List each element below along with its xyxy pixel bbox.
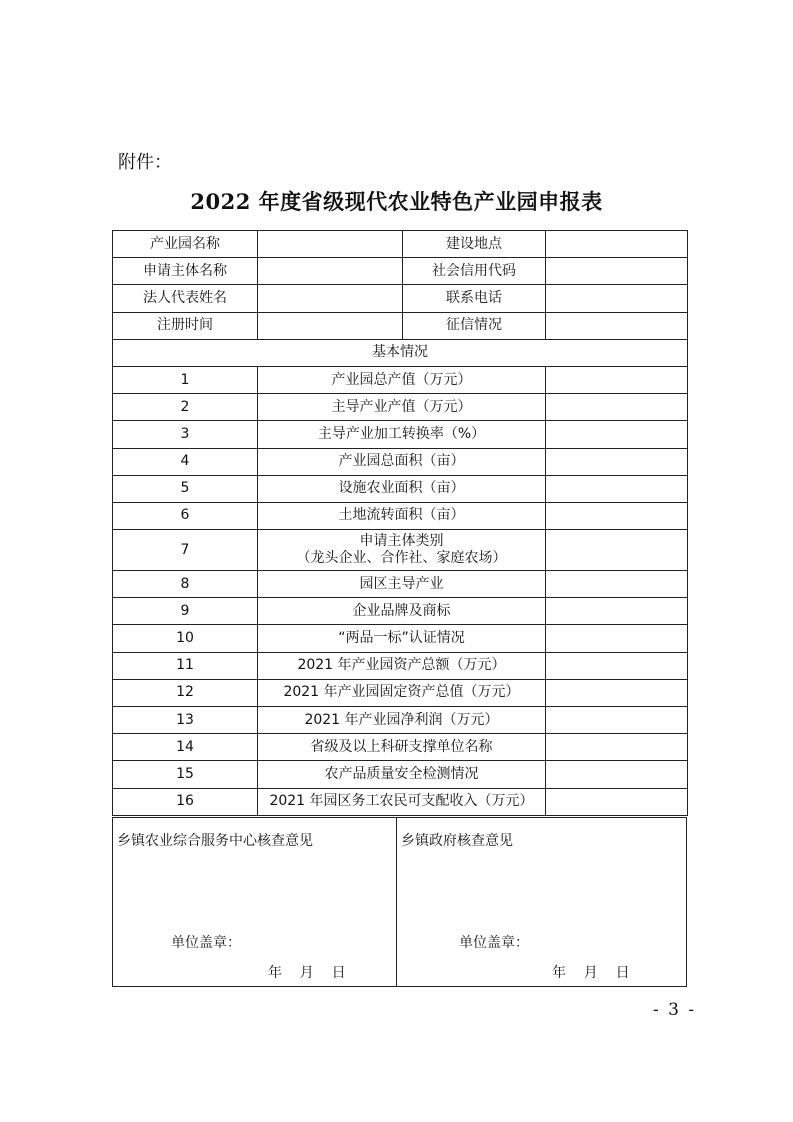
item-number: 7 [113,530,258,571]
item-number: 15 [113,761,258,788]
header-row [113,231,688,258]
item-value[interactable] [546,502,688,529]
item-value[interactable] [546,475,688,502]
item-label-cell [258,366,546,393]
item-label-cell [258,475,546,502]
item-number: 10 [113,625,258,652]
item-label-cell [258,598,546,625]
header-label-right: 联系电话 [403,285,546,312]
header-label-right: 征信情况 [403,312,546,339]
item-label-note: （龙头企业、合作社、家庭农场） [296,550,507,567]
header-value-left[interactable] [258,285,403,312]
item-value[interactable] [546,394,688,421]
item-number: 6 [113,502,258,529]
item-row [113,366,688,393]
header-value-left[interactable] [258,231,403,258]
item-value[interactable] [546,707,688,734]
item-number: 12 [113,679,258,706]
item-label: 设施农业面积（亩） [338,480,465,497]
header-label-left: 申请主体名称 [113,258,258,285]
header-row [113,312,688,339]
header-value-right[interactable] [546,231,688,258]
item-label-cell [258,734,546,761]
item-value[interactable] [546,448,688,475]
item-row [113,571,688,598]
item-value[interactable] [546,652,688,679]
header-value-right[interactable] [546,312,688,339]
item-row [113,761,688,788]
page-number: - 3 - [653,1000,697,1020]
item-label: 农产品质量安全检测情况 [324,765,479,782]
item-label: 产业园总面积（亩） [338,453,465,470]
item-number: 13 [113,707,258,734]
item-value[interactable] [546,625,688,652]
item-row [113,625,688,652]
header-value-right[interactable] [546,258,688,285]
item-label: 省级及以上科研支撑单位名称 [310,738,493,755]
item-number: 3 [113,421,258,448]
item-value[interactable] [546,366,688,393]
item-label: 主导产业产值（万元） [331,398,472,415]
item-label-cell [258,571,546,598]
item-value[interactable] [546,761,688,788]
header-label-right: 社会信用代码 [403,258,546,285]
header-value-right[interactable] [546,285,688,312]
service-center-date-label: 年 月 日 [268,965,346,981]
item-label: 产业园总产值（万元） [331,371,472,388]
item-label: 2021 年产业园净利润（万元） [304,711,499,728]
item-number: 2 [113,394,258,421]
header-value-left[interactable] [258,312,403,339]
item-value[interactable] [546,598,688,625]
item-row [113,394,688,421]
item-row [113,652,688,679]
item-row [113,679,688,706]
item-row [113,707,688,734]
item-number: 4 [113,448,258,475]
item-number: 16 [113,788,258,815]
item-label: 申请主体类别 [359,533,444,550]
item-label-cell [258,394,546,421]
item-number: 9 [113,598,258,625]
header-label-left: 注册时间 [113,312,258,339]
item-value[interactable] [546,679,688,706]
item-label-cell [258,788,546,815]
item-label-cell [258,625,546,652]
item-label: “两品一标”认证情况 [338,630,465,647]
header-row [113,258,688,285]
township-government-date-label: 年 月 日 [552,965,630,981]
item-label-cell [258,502,546,529]
form-title: 2022 年度省级现代农业特色产业园申报表 [190,189,603,214]
item-row [113,788,688,815]
application-form-table [112,230,688,816]
item-label-cell [258,707,546,734]
header-row [113,285,688,312]
item-row [113,421,688,448]
attachment-label: 附件： [118,152,172,173]
item-row [113,448,688,475]
form-body [113,231,688,816]
item-row [113,502,688,529]
item-row [113,598,688,625]
header-value-left[interactable] [258,258,403,285]
service-center-opinion-box [112,817,397,987]
header-label-left: 法人代表姓名 [113,285,258,312]
item-label: 2021 年产业园资产总额（万元） [297,657,506,674]
header-label-left: 产业园名称 [113,231,258,258]
item-value[interactable] [546,530,688,571]
item-label-cell [258,679,546,706]
header-label-right: 建设地点 [403,231,546,258]
item-row [113,530,688,571]
item-number: 11 [113,652,258,679]
township-government-opinion-box [396,817,687,987]
item-value[interactable] [546,788,688,815]
item-label-cell [258,530,546,571]
item-label-cell [258,652,546,679]
item-value[interactable] [546,571,688,598]
item-label: 土地流转面积（亩） [338,507,465,524]
section-row [113,339,688,366]
item-label: 2021 年园区务工农民可支配收入（万元） [269,793,534,810]
item-number: 8 [113,571,258,598]
item-row [113,475,688,502]
item-number: 5 [113,475,258,502]
item-label: 企业品牌及商标 [352,602,451,619]
item-label-cell [258,448,546,475]
item-row [113,734,688,761]
item-value[interactable] [546,734,688,761]
item-label-cell [258,421,546,448]
item-number: 14 [113,734,258,761]
item-number: 1 [113,366,258,393]
section-title: 基本情况 [113,339,688,366]
service-center-seal-label: 单位盖章： [171,935,241,951]
service-center-opinion-heading: 乡镇农业综合服务中心核查意见 [117,833,313,849]
item-label: 2021 年产业园固定资产总值（万元） [283,684,520,701]
township-government-seal-label: 单位盖章： [459,935,529,951]
township-government-opinion-heading: 乡镇政府核查意见 [401,833,513,849]
item-value[interactable] [546,421,688,448]
item-label-cell [258,761,546,788]
item-label: 园区主导产业 [359,575,444,592]
item-label: 主导产业加工转换率（%） [317,425,486,442]
